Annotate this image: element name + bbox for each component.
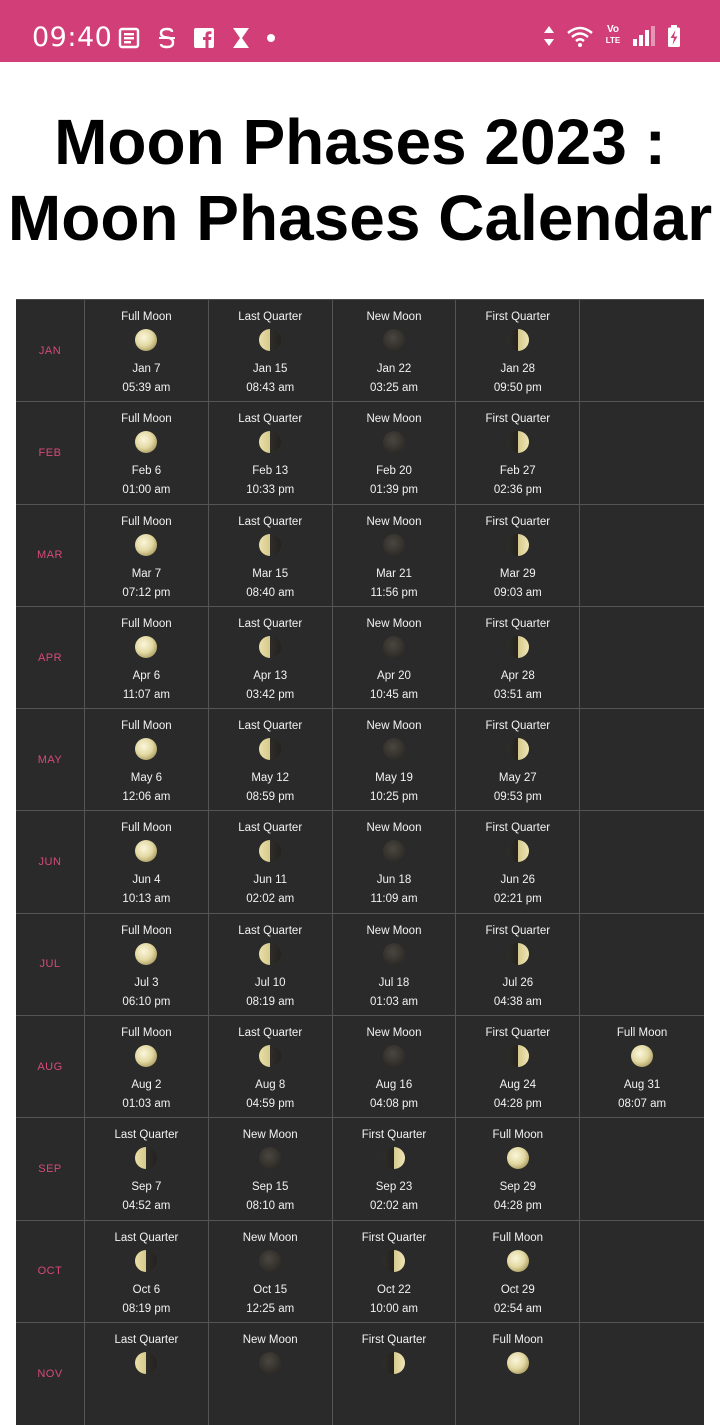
last-moon-icon xyxy=(135,1147,157,1169)
phase-time: 08:10 am xyxy=(246,1200,295,1213)
phase-cell xyxy=(209,402,333,503)
phase-date: Sep 29 xyxy=(499,1181,537,1194)
phase-time: 08:07 am xyxy=(618,1098,667,1111)
phase-date: Sep 15 xyxy=(251,1181,289,1194)
phase-cell xyxy=(456,1323,580,1425)
phase-date: Jun 18 xyxy=(376,874,412,887)
phase-time: 04:38 am xyxy=(493,995,542,1008)
phase-time: 02:54 am xyxy=(493,1302,542,1315)
phase-name: First Quarter xyxy=(485,924,551,937)
phase-name: New Moon xyxy=(366,720,422,733)
phase-cell xyxy=(580,505,704,606)
phase-date: Jan 22 xyxy=(376,363,412,375)
phase-time: 04:08 pm xyxy=(370,1098,418,1111)
phase-date: Mar 21 xyxy=(376,567,412,580)
phase-cell xyxy=(456,505,580,606)
phase-name: First Quarter xyxy=(361,1129,427,1142)
battery-charging-icon xyxy=(666,24,682,48)
phase-date: Aug 8 xyxy=(255,1079,286,1092)
new-moon-icon xyxy=(383,1045,405,1067)
phase-date: Jul 10 xyxy=(254,976,286,989)
moon-phases-calendar xyxy=(16,299,704,1425)
phase-time: 08:40 am xyxy=(246,586,295,599)
phase-date: Apr 6 xyxy=(132,669,161,682)
signal-icon xyxy=(632,24,656,48)
phase-date: Jul 18 xyxy=(378,976,410,989)
phase-name: New Moon xyxy=(366,413,422,426)
page-title-line1: Moon Phases 2023 : xyxy=(54,106,666,178)
phase-name: First Quarter xyxy=(485,413,551,426)
last-moon-icon xyxy=(259,534,281,556)
full-moon-icon xyxy=(135,943,157,965)
phase-cell xyxy=(333,1118,457,1219)
first-moon-icon xyxy=(507,840,529,862)
phase-cell xyxy=(85,709,209,810)
phase-cell xyxy=(456,1221,580,1322)
phase-name: Last Quarter xyxy=(114,1333,179,1346)
new-moon-icon xyxy=(383,636,405,658)
phase-cell xyxy=(209,1323,333,1425)
phase-cell xyxy=(580,811,704,912)
volte-icon xyxy=(604,24,622,48)
phase-name: Last Quarter xyxy=(238,515,303,528)
phase-time: 04:28 pm xyxy=(493,1200,542,1213)
calendar-row xyxy=(16,709,704,811)
phase-cell xyxy=(580,1323,704,1425)
phase-cell xyxy=(456,914,580,1015)
full-moon-icon xyxy=(135,738,157,760)
new-moon-icon xyxy=(383,840,405,862)
first-moon-icon xyxy=(507,534,529,556)
phase-cell xyxy=(456,300,580,401)
last-moon-icon xyxy=(135,1250,157,1272)
phase-date: Feb 20 xyxy=(376,465,412,478)
status-bar xyxy=(0,0,720,62)
full-moon-icon xyxy=(135,329,157,351)
phase-cell xyxy=(333,709,457,810)
phase-name: Full Moon xyxy=(492,1333,544,1346)
phase-time: 10:45 am xyxy=(370,688,418,701)
calendar-row xyxy=(16,402,704,504)
phase-date: Apr 28 xyxy=(500,669,535,682)
month-label: FEB xyxy=(16,402,85,503)
phase-name: First Quarter xyxy=(485,311,551,323)
phase-date: May 12 xyxy=(251,772,290,785)
phase-date: Jun 4 xyxy=(132,874,161,887)
phase-cell xyxy=(85,811,209,912)
phase-cell xyxy=(333,811,457,912)
phase-time: 11:09 am xyxy=(370,893,418,906)
news-icon xyxy=(118,26,142,50)
phase-date: Jun 26 xyxy=(500,874,536,887)
new-moon-icon xyxy=(259,1147,281,1169)
phase-date: Oct 6 xyxy=(132,1283,161,1296)
phase-time: 10:25 pm xyxy=(370,791,418,804)
phase-date: Aug 16 xyxy=(375,1079,413,1092)
first-moon-icon xyxy=(383,1250,405,1272)
full-moon-icon xyxy=(135,636,157,658)
phase-cell xyxy=(580,300,704,401)
full-moon-icon xyxy=(135,840,157,862)
phase-cell xyxy=(333,1016,457,1117)
phase-date: Feb 13 xyxy=(252,465,289,478)
phase-cell xyxy=(580,1016,704,1117)
phase-date: May 19 xyxy=(375,772,413,785)
calendar-row xyxy=(16,811,704,913)
first-moon-icon xyxy=(507,329,529,351)
phase-name: Full Moon xyxy=(121,311,172,323)
phase-date: Sep 23 xyxy=(375,1181,413,1194)
phase-time: 02:21 pm xyxy=(493,893,542,906)
phase-time: 08:43 am xyxy=(246,382,295,394)
phase-name: Last Quarter xyxy=(238,311,303,323)
page-title xyxy=(0,104,720,256)
phase-cell xyxy=(333,402,457,503)
month-label: NOV xyxy=(16,1323,85,1425)
phase-date: Apr 13 xyxy=(253,669,288,682)
phase-name: Last Quarter xyxy=(238,1027,303,1040)
phase-cell xyxy=(85,607,209,708)
status-time: 09:40 xyxy=(32,22,113,53)
phase-date: Jan 28 xyxy=(500,363,536,375)
first-moon-icon xyxy=(507,1045,529,1067)
phase-time: 09:03 am xyxy=(493,586,542,599)
phase-time: 03:42 pm xyxy=(246,688,295,701)
phase-name: Full Moon xyxy=(121,413,172,426)
month-label: AUG xyxy=(16,1016,85,1117)
phase-name: Last Quarter xyxy=(238,617,303,630)
phase-time: 02:02 am xyxy=(246,893,295,906)
phase-name: First Quarter xyxy=(485,617,551,630)
phase-cell xyxy=(209,914,333,1015)
phase-cell xyxy=(580,402,704,503)
phase-cell xyxy=(85,1323,209,1425)
new-moon-icon xyxy=(383,738,405,760)
phase-name: New Moon xyxy=(366,1027,422,1040)
phase-cell xyxy=(85,505,209,606)
new-moon-icon xyxy=(383,431,405,453)
phase-name: First Quarter xyxy=(485,1027,551,1040)
phase-cell xyxy=(333,1323,457,1425)
calendar-row xyxy=(16,1323,704,1425)
phase-name: Last Quarter xyxy=(238,720,303,733)
phase-name: Last Quarter xyxy=(114,1129,179,1142)
phase-cell xyxy=(456,607,580,708)
last-moon-icon xyxy=(135,1352,157,1374)
new-moon-icon xyxy=(259,1352,281,1374)
last-moon-icon xyxy=(259,943,281,965)
phase-cell xyxy=(85,300,209,401)
status-right-icons xyxy=(542,24,682,48)
calendar-row xyxy=(16,300,704,402)
phase-time: 02:02 am xyxy=(370,1200,418,1213)
phase-name: Last Quarter xyxy=(238,822,303,835)
phase-name: Last Quarter xyxy=(114,1231,179,1244)
phase-cell xyxy=(85,1016,209,1117)
phase-cell xyxy=(209,1118,333,1219)
phase-cell xyxy=(85,1118,209,1219)
phase-cell xyxy=(209,1016,333,1117)
data-arrows-icon xyxy=(542,24,556,48)
phase-time: 05:39 am xyxy=(122,382,171,394)
phase-name: Full Moon xyxy=(121,1027,172,1040)
phase-time: 07:12 pm xyxy=(122,586,171,599)
last-moon-icon xyxy=(259,840,281,862)
full-moon-icon xyxy=(135,534,157,556)
full-moon-icon xyxy=(507,1352,529,1374)
calendar-row xyxy=(16,1221,704,1323)
page-title-line2: Moon Phases Calendar xyxy=(7,182,713,254)
first-moon-icon xyxy=(507,636,529,658)
phase-cell xyxy=(456,1118,580,1219)
last-moon-icon xyxy=(259,329,281,351)
new-moon-icon xyxy=(383,329,405,351)
hourglass-icon xyxy=(229,26,253,50)
phase-name: Full Moon xyxy=(616,1027,668,1040)
phase-time: 04:52 am xyxy=(122,1200,171,1213)
first-moon-icon xyxy=(507,738,529,760)
last-moon-icon xyxy=(259,738,281,760)
phase-time: 01:00 am xyxy=(122,484,171,497)
last-moon-icon xyxy=(259,431,281,453)
phase-name: Full Moon xyxy=(492,1129,544,1142)
phase-cell xyxy=(580,709,704,810)
phase-name: First Quarter xyxy=(485,822,551,835)
phase-time: 03:25 am xyxy=(370,382,418,394)
phase-time: 01:03 am xyxy=(370,995,418,1008)
full-moon-icon xyxy=(135,431,157,453)
phase-date: Jan 7 xyxy=(132,363,161,375)
phase-time: 10:00 am xyxy=(370,1302,418,1315)
first-moon-icon xyxy=(383,1147,405,1169)
phase-name: New Moon xyxy=(366,515,422,528)
month-label: SEP xyxy=(16,1118,85,1219)
calendar-row xyxy=(16,914,704,1016)
full-moon-icon xyxy=(507,1250,529,1272)
phase-time: 08:19 am xyxy=(246,995,295,1008)
volte-bottom-label: LTE xyxy=(605,36,621,45)
phase-date: Mar 15 xyxy=(252,567,289,580)
phase-time: 02:36 pm xyxy=(493,484,542,497)
phase-time: 04:28 pm xyxy=(493,1098,542,1111)
phase-time: 03:51 am xyxy=(493,688,542,701)
phase-cell xyxy=(456,811,580,912)
month-label: MAR xyxy=(16,505,85,606)
phase-date: Oct 29 xyxy=(500,1283,535,1296)
phase-time: 09:50 pm xyxy=(493,382,542,394)
full-moon-icon xyxy=(507,1147,529,1169)
wifi-icon xyxy=(566,24,594,48)
new-moon-icon xyxy=(259,1250,281,1272)
phase-cell xyxy=(209,607,333,708)
phase-cell xyxy=(209,505,333,606)
phase-time: 08:19 pm xyxy=(122,1302,171,1315)
phase-date: Jan 15 xyxy=(252,363,288,375)
phase-name: Full Moon xyxy=(492,1231,544,1244)
phase-name: First Quarter xyxy=(485,515,551,528)
phase-name: New Moon xyxy=(366,822,422,835)
phase-name: Full Moon xyxy=(121,617,172,630)
phase-time: 09:53 pm xyxy=(493,791,542,804)
phase-cell xyxy=(85,402,209,503)
phase-name: New Moon xyxy=(366,311,422,323)
new-moon-icon xyxy=(383,534,405,556)
phase-time: 06:10 pm xyxy=(122,995,171,1008)
phase-name: New Moon xyxy=(366,924,422,937)
phase-time: 11:07 am xyxy=(122,688,170,701)
phase-name: Last Quarter xyxy=(238,924,303,937)
month-label: JUL xyxy=(16,914,85,1015)
phase-name: First Quarter xyxy=(485,720,551,733)
phase-date: Apr 20 xyxy=(377,669,411,682)
phase-cell xyxy=(333,607,457,708)
phase-cell xyxy=(209,300,333,401)
phase-time: 10:13 am xyxy=(122,893,171,906)
calendar-row xyxy=(16,1118,704,1220)
phase-cell xyxy=(85,914,209,1015)
phase-name: New Moon xyxy=(242,1231,298,1244)
phase-cell xyxy=(580,1221,704,1322)
phase-cell xyxy=(333,914,457,1015)
status-left-icons xyxy=(118,26,276,50)
s-app-icon xyxy=(155,26,179,50)
phase-date: Aug 2 xyxy=(131,1079,162,1092)
phase-date: Jun 11 xyxy=(253,874,288,887)
volte-top-label: Vo xyxy=(606,24,620,35)
last-moon-icon xyxy=(259,636,281,658)
phase-time: 01:39 pm xyxy=(370,484,418,497)
phase-cell xyxy=(333,300,457,401)
phase-cell xyxy=(333,1221,457,1322)
phase-time: 01:03 am xyxy=(122,1098,171,1111)
first-moon-icon xyxy=(383,1352,405,1374)
phase-name: New Moon xyxy=(242,1129,298,1142)
month-label: MAY xyxy=(16,709,85,810)
calendar-row xyxy=(16,1016,704,1118)
phase-date: Sep 7 xyxy=(131,1181,162,1194)
phase-date: Oct 22 xyxy=(377,1283,411,1296)
phase-cell xyxy=(580,914,704,1015)
last-moon-icon xyxy=(259,1045,281,1067)
phase-name: New Moon xyxy=(366,617,422,630)
phase-date: Aug 24 xyxy=(499,1079,537,1092)
phase-date: Jul 26 xyxy=(502,976,534,989)
full-moon-icon xyxy=(631,1045,653,1067)
phase-date: May 27 xyxy=(498,772,537,785)
phase-cell xyxy=(209,709,333,810)
phase-cell xyxy=(209,1221,333,1322)
phase-date: Mar 7 xyxy=(131,567,162,580)
first-moon-icon xyxy=(507,943,529,965)
month-label: OCT xyxy=(16,1221,85,1322)
phase-cell xyxy=(333,505,457,606)
phase-cell xyxy=(580,607,704,708)
facebook-icon xyxy=(192,26,216,50)
phase-date: Mar 29 xyxy=(499,567,536,580)
phase-name: Full Moon xyxy=(121,924,172,937)
phase-time: 12:06 am xyxy=(122,791,171,804)
dot-icon xyxy=(266,33,276,43)
phase-time: 10:33 pm xyxy=(246,484,295,497)
phase-name: New Moon xyxy=(242,1333,298,1346)
phase-name: First Quarter xyxy=(361,1333,427,1346)
phase-time: 04:59 pm xyxy=(246,1098,295,1111)
phase-time: 11:56 pm xyxy=(370,586,418,599)
full-moon-icon xyxy=(135,1045,157,1067)
first-moon-icon xyxy=(507,431,529,453)
phase-cell xyxy=(456,709,580,810)
phase-date: Jul 3 xyxy=(134,976,159,989)
new-moon-icon xyxy=(383,943,405,965)
phase-name: Last Quarter xyxy=(238,413,303,426)
phase-cell xyxy=(456,1016,580,1117)
phase-name: First Quarter xyxy=(361,1231,427,1244)
phase-date: Aug 31 xyxy=(623,1079,661,1092)
month-label: JUN xyxy=(16,811,85,912)
phase-cell xyxy=(456,402,580,503)
phase-name: Full Moon xyxy=(121,720,172,733)
phase-date: May 6 xyxy=(130,772,163,785)
phase-name: Full Moon xyxy=(121,822,172,835)
phase-date: Oct 15 xyxy=(253,1283,288,1296)
calendar-row xyxy=(16,607,704,709)
phase-cell xyxy=(85,1221,209,1322)
month-label: APR xyxy=(16,607,85,708)
calendar-row xyxy=(16,505,704,607)
phase-time: 12:25 am xyxy=(246,1302,295,1315)
phase-name: Full Moon xyxy=(121,515,172,528)
phase-cell xyxy=(580,1118,704,1219)
phase-date: Feb 27 xyxy=(499,465,536,478)
phase-cell xyxy=(209,811,333,912)
phase-date: Feb 6 xyxy=(131,465,162,478)
month-label: JAN xyxy=(16,300,85,401)
phase-time: 08:59 pm xyxy=(246,791,295,804)
